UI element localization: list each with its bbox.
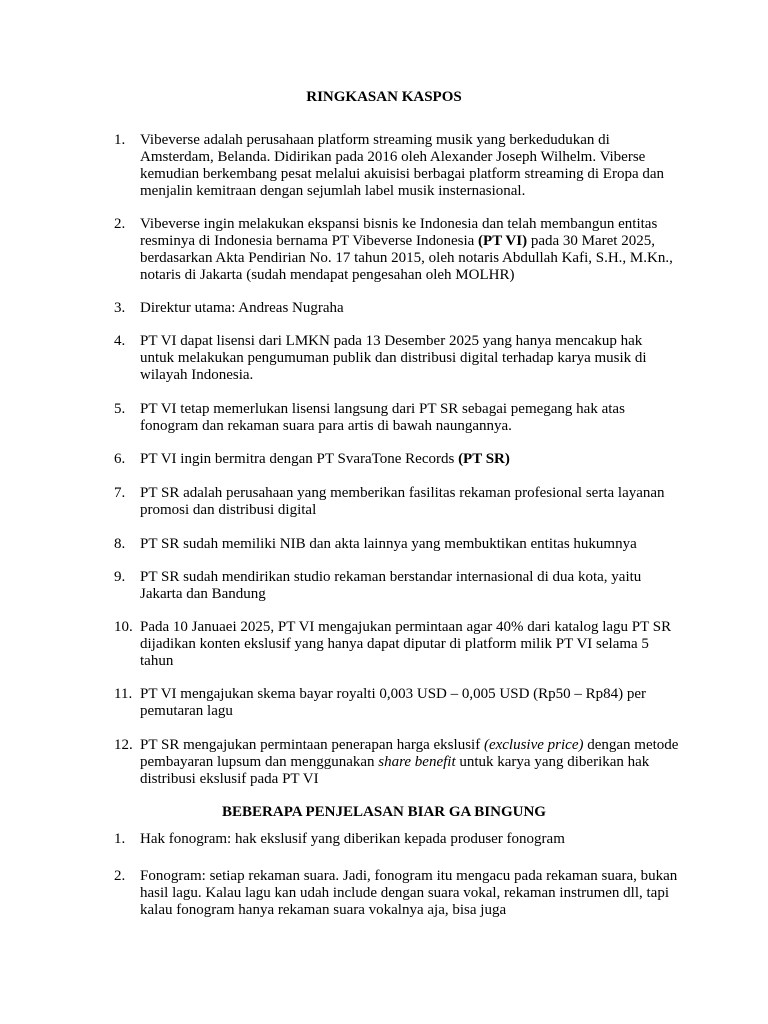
text-segment: PT VI ingin bermitra dengan PT SvaraTone Records — [140, 451, 459, 467]
list-text: Vibeverse adalah perusahaan platform streaming musik yang berkedudukan di Amsterdam, Belanda. Didirikan pada 2016 oleh Alexander Joseph Wilhelm. Viberse kemudian berkembang pesat melalui akuisisi berbagai platform streaming di Eropa dan menjalin kemitraan dengan sejumlah label musik insternasional. — [140, 132, 665, 199]
list-text: Direktur utama: Andreas Nugraha — [140, 300, 344, 316]
italic-term: share benefit — [378, 754, 456, 770]
text-segment: Vibeverse ingin melakukan ekspansi bisnis ke Indonesia dan telah membangun entitas resminya di Indonesia bernama PT Vibeverse Indonesia — [140, 216, 658, 249]
list-number: 12. — [114, 737, 133, 753]
list-number: 2. — [114, 868, 126, 884]
bold-abbrev: (PT SR) — [458, 451, 510, 467]
list-text: PT VI dapat lisensi dari LMKN pada 13 Desember 2025 yang hanya mencakup hak untuk melakukan pengumuman publik dan distribusi digital terhadap karya musik di wilayah Indonesia. — [140, 333, 647, 383]
list-text: PT SR sudah memiliki NIB dan akta lainnya yang membuktikan entitas hukumnya — [140, 536, 637, 552]
list-text: Pada 10 Januaei 2025, PT VI mengajukan permintaan agar 40% dari katalog lagu PT SR dijadikan konten ekslusif yang hanya dapat diputar di platform milik PT VI selama 5 tahun — [140, 619, 672, 669]
text-segment: pada 30 Maret 2025, berdasarkan Akta Pendirian No. 17 tahun 2015, oleh notaris Abdullah Kafi, S.H., M.Kn., notaris di Jakarta (sudah mendapat pengesahan oleh MOLHR) — [140, 233, 673, 283]
list-text: PT VI tetap memerlukan lisensi langsung dari PT SR sebagai pemegang hak atas fonogram dan rekaman suara para artis di bawah naungannya. — [140, 401, 625, 434]
list-number: 9. — [114, 569, 126, 585]
list-number: 10. — [114, 619, 133, 635]
list-number: 1. — [114, 831, 126, 847]
list-number: 11. — [114, 686, 133, 702]
text-segment: untuk karya yang diberikan hak distribusi ekslusif pada PT VI — [140, 754, 650, 787]
list-number: 6. — [114, 451, 126, 467]
list-text: Hak fonogram: hak ekslusif yang diberikan kepada produser fonogram — [140, 831, 565, 847]
list-text — [140, 216, 680, 284]
list-text: PT VI mengajukan skema bayar royalti 0,003 USD – 0,005 USD (Rp50 – Rp84) per pemutaran lagu — [140, 686, 647, 719]
list-text — [140, 737, 680, 788]
list-text: PT SR adalah perusahaan yang memberikan fasilitas rekaman profesional serta layanan promosi dan distribusi digital — [140, 485, 665, 518]
section-title: BEBERAPA PENJELASAN BIAR GA BINGUNG — [222, 804, 546, 820]
italic-term: (exclusive price) — [483, 737, 584, 753]
page-title: RINGKASAN KASPOS — [306, 89, 462, 105]
text-segment: PT SR mengajukan permintaan penerapan harga ekslusif — [140, 737, 484, 753]
list-number: 1. — [114, 132, 126, 148]
list-number: 2. — [114, 216, 126, 232]
list-text: PT SR sudah mendirikan studio rekaman berstandar internasional di dua kota, yaitu Jakarta dan Bandung — [140, 569, 642, 602]
text-segment: dengan metode pembayaran lupsum dan menggunakan — [140, 737, 679, 770]
list-number: 5. — [114, 401, 126, 417]
list-number: 3. — [114, 300, 126, 316]
bold-abbrev: (PT VI) — [478, 233, 528, 249]
list-number: 7. — [114, 485, 126, 501]
list-text — [140, 451, 680, 468]
list-number: 8. — [114, 536, 126, 552]
list-number: 4. — [114, 333, 126, 349]
list-text: Fonogram: setiap rekaman suara. Jadi, fonogram itu mengacu pada rekaman suara, bukan hasil lagu. Kalau lagu kan udah include dengan suara vokal, rekaman instrumen dll, tapi kalau fonogram hanya rekaman suara vokalnya aja, bisa juga — [140, 868, 678, 918]
